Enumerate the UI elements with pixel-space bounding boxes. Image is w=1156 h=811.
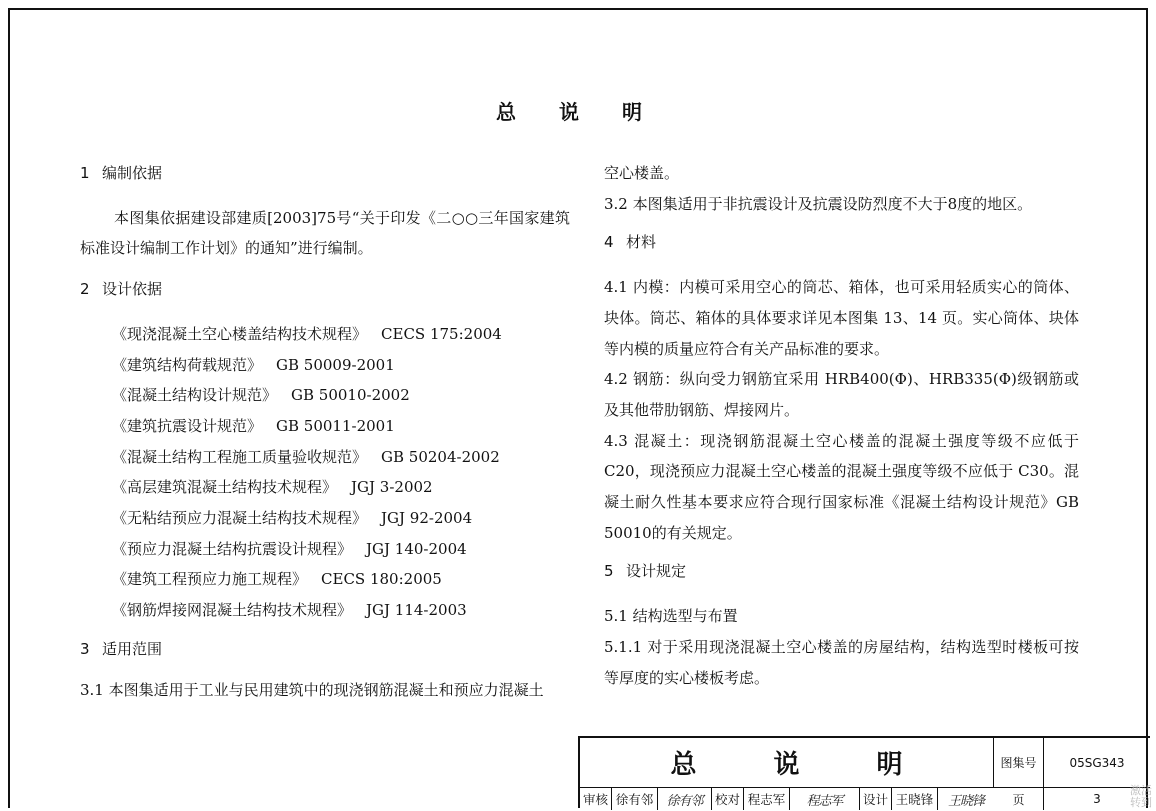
reference-name: 《预应力混凝土结构抗震设计规程》 — [112, 539, 353, 558]
reference-name: 《钢筋焊接网混凝土结构技术规程》 — [112, 601, 353, 620]
reference-name: 《高层建筑混凝土结构技术规程》 — [112, 478, 338, 497]
check-label: 校对 — [712, 788, 744, 810]
reference-item — [80, 380, 570, 411]
reference-item — [80, 411, 570, 442]
reference-list — [80, 319, 570, 626]
section-heading-1: 1 编制依据 — [80, 164, 163, 182]
review-label: 审核 — [580, 788, 612, 810]
reference-name: 《无粘结预应力混凝土结构技术规程》 — [112, 509, 368, 528]
reference-code: JGJ 114-2003 — [366, 601, 467, 620]
atlas-number-label: 图集号 — [994, 738, 1044, 788]
design-label: 设计 — [860, 788, 892, 810]
reference-code: JGJ 92-2004 — [381, 509, 473, 528]
reference-name: 《混凝土结构设计规范》 — [112, 386, 278, 405]
reference-code: CECS 180:2005 — [321, 570, 442, 589]
reference-item — [80, 350, 570, 381]
reference-code: GB 50204-2002 — [381, 447, 500, 466]
section-4-1-text: 4.1 内模：内模可采用空心的筒芯、箱体，也可采用轻质实心的筒体、块体。筒芯、箱体的具体要求详见本图集 13、14 页。实心筒体、块体等内模的质量应符合有关产品标准的要求。 — [604, 278, 1079, 358]
signature-row — [580, 788, 994, 810]
title-block-main-title: 总 说 明 — [580, 738, 994, 788]
activation-watermark: 激活 转到 — [1130, 784, 1152, 809]
section-5-1-1-text: 5.1.1 对于采用现浇混凝土空心楼盖的房屋结构，结构选型时楼板可按等厚度的实心楼板考虑。 — [604, 637, 1079, 687]
reference-name: 《建筑结构荷载规范》 — [112, 355, 263, 374]
section-heading-5: 5 设计规定 — [604, 562, 687, 581]
reference-item — [80, 595, 570, 626]
reference-code: GB 50009-2001 — [276, 355, 395, 374]
section-heading-3: 3 适用范围 — [80, 639, 163, 658]
page-title: 总 说 明 — [496, 100, 660, 124]
reference-name: 《建筑工程预应力施工规程》 — [112, 570, 308, 589]
section-3-2-text: 3.2 本图集适用于非抗震设计及抗震设防烈度不大于8度的地区。 — [604, 194, 1033, 213]
review-signature: 徐有邻 — [658, 788, 712, 810]
reference-item — [80, 503, 570, 534]
right-column — [604, 158, 1079, 693]
design-signature: 王晓锋 — [947, 793, 984, 809]
reference-code: JGJ 140-2004 — [366, 539, 467, 558]
atlas-number: 05SG343 — [1044, 738, 1150, 788]
section-5-1-heading: 5.1 结构选型与布置 — [604, 607, 738, 626]
section-4-3-text: 4.3 混凝土：现浇钢筋混凝土空心楼盖的混凝土强度等级不应低于 C20，现浇预应力混凝土空心楼盖的混凝土强度等级不应低于 C30。混凝土耐久性基本要求应符合现行国家标准《混凝土结构设计规范》GB 50010的有关规定。 — [604, 431, 1079, 542]
check-name: 程志军 — [744, 788, 790, 810]
reference-code: CECS 175:2004 — [381, 324, 502, 343]
section-heading-4: 4 材料 — [604, 233, 657, 252]
title-block — [578, 736, 1150, 808]
reference-item — [80, 442, 570, 473]
reference-code: GB 50010-2002 — [291, 386, 410, 405]
reference-item — [80, 319, 570, 350]
section-3-1-continued: 空心楼盖。 — [604, 164, 680, 182]
left-column — [80, 158, 570, 705]
section-1-paragraph: 本图集依据建设部建质[2003]75号“关于印发《二○○三年国家建筑标准设计编制工作计划》的通知”进行编制。 — [80, 208, 570, 258]
reference-item — [80, 534, 570, 565]
reference-item — [80, 472, 570, 503]
reference-code: JGJ 3-2002 — [351, 478, 433, 497]
reference-item — [80, 564, 570, 595]
section-heading-2: 2 设计依据 — [80, 280, 163, 299]
section-3-1-text: 3.1 本图集适用于工业与民用建筑中的现浇钢筋混凝土和预应力混凝土 — [80, 680, 544, 699]
reference-name: 《现浇混凝土空心楼盖结构技术规程》 — [112, 324, 368, 343]
reference-name: 《混凝土结构工程施工质量验收规范》 — [112, 447, 368, 466]
section-4-2-text: 4.2 钢筋：纵向受力钢筋宜采用 HRB400(Φ)、HRB335(Φ)级钢筋或及其他带肋钢筋、焊接网片。 — [604, 370, 1079, 419]
check-signature: 程志军 — [790, 788, 860, 810]
design-name: 王晓锋 — [892, 788, 938, 810]
page-number: 3 — [1093, 792, 1101, 806]
reference-name: 《建筑抗震设计规范》 — [112, 416, 263, 435]
reference-code: GB 50011-2001 — [276, 416, 395, 435]
review-name: 徐有邻 — [612, 788, 658, 810]
page-label: 页 — [994, 788, 1044, 810]
